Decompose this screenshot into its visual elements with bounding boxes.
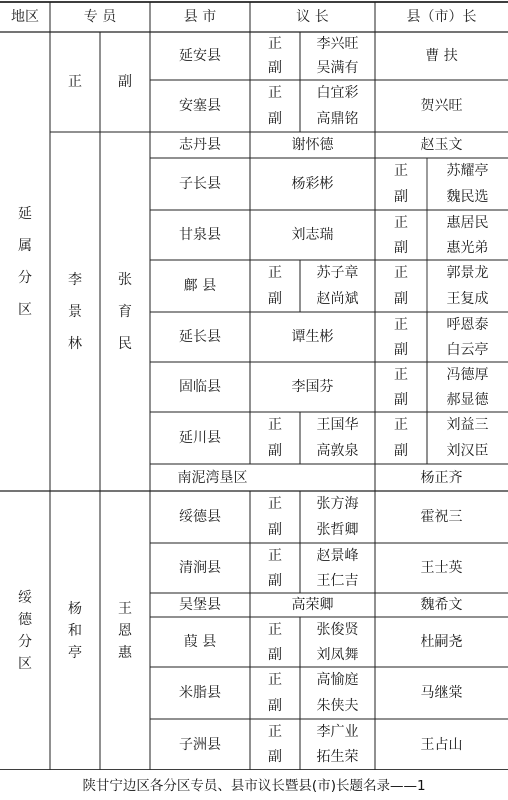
county-cell: 甘泉县 [179, 227, 221, 243]
speaker-zheng-rank: 正 [268, 547, 282, 564]
commissioner-suide-zheng: 杨 和 亭 [68, 600, 82, 661]
magistrate-zheng-rank: 正 [394, 163, 408, 179]
county-cell: 安塞县 [179, 98, 221, 114]
speaker-zheng-name: 张方海 [316, 496, 359, 512]
speaker-zheng-rank: 正 [268, 672, 282, 688]
speaker-cell: 谢怀德 [291, 137, 334, 153]
header-county: 县 市 [183, 9, 217, 25]
county-cell: 鄜 县 [183, 278, 217, 294]
magistrate-fu-rank: 副 [394, 341, 408, 358]
magistrate-cell: 魏希文 [420, 597, 463, 613]
magistrate-cell: 杜嗣尧 [420, 634, 463, 650]
speaker-fu-name: 朱侠夫 [316, 698, 359, 714]
speaker-fu-rank: 副 [268, 572, 282, 589]
county-cell: 子洲县 [179, 736, 221, 753]
speaker-zheng-rank: 正 [268, 265, 282, 281]
county-cell: 志丹县 [179, 137, 221, 153]
magistrate-fu-name: 刘汉臣 [446, 443, 489, 459]
magistrate-zheng-rank: 正 [394, 316, 408, 333]
magistrate-zheng-rank: 正 [394, 214, 408, 231]
speaker-zheng-name: 苏子章 [316, 265, 359, 281]
magistrate-zheng-rank: 正 [394, 366, 408, 383]
speaker-zheng-rank: 正 [268, 85, 282, 101]
table-caption: 陕甘宁边区各分区专员、县市议长暨县(市)长题名录——1 [82, 778, 426, 794]
speaker-fu-rank: 副 [268, 443, 282, 459]
header-magistrate: 县（市）长 [406, 9, 477, 25]
magistrate-cell: 贺兴旺 [420, 98, 463, 114]
commissioner-zheng-label: 正 [68, 74, 82, 90]
magistrate-cell: 赵玉文 [420, 137, 463, 153]
speaker-zheng-name: 张俊贤 [316, 621, 359, 638]
magistrate-cell: 王占山 [420, 736, 463, 753]
speaker-fu-rank: 副 [268, 111, 282, 127]
speaker-zheng-name: 李兴旺 [316, 36, 359, 52]
speaker-fu-rank: 副 [268, 60, 282, 76]
speaker-zheng-rank: 正 [268, 36, 282, 52]
speaker-fu-rank: 副 [268, 698, 282, 714]
magistrate-fu-rank: 副 [394, 189, 408, 205]
speaker-fu-name: 王仁吉 [316, 572, 359, 589]
magistrate-zheng-name: 苏耀亭 [446, 163, 489, 179]
speaker-cell: 李国芬 [291, 379, 334, 395]
magistrate-zheng-name: 冯德厚 [446, 366, 489, 383]
speaker-zheng-name: 李广业 [316, 723, 359, 740]
speaker-zheng-rank: 正 [268, 496, 282, 512]
magistrate-fu-name: 魏民选 [446, 189, 489, 205]
header-region: 地区 [11, 9, 39, 25]
speaker-fu-name: 张哲卿 [316, 522, 359, 538]
speaker-zheng-rank: 正 [268, 621, 282, 638]
commissioner-fu-label: 副 [118, 74, 132, 90]
speaker-zheng-name: 白宜彩 [316, 85, 359, 101]
magistrate-fu-rank: 副 [394, 443, 408, 459]
magistrate-fu-name: 白云亭 [446, 341, 489, 358]
commissioner-yanshu-fu: 张 育 民 [118, 271, 132, 352]
speaker-zheng-rank: 正 [268, 417, 282, 433]
speaker-zheng-rank: 正 [268, 723, 282, 740]
speaker-fu-name: 拓生荣 [316, 749, 359, 765]
county-cell: 吴堡县 [179, 597, 221, 613]
speaker-cell: 高荣卿 [291, 597, 334, 613]
magistrate-zheng-name: 刘益三 [446, 417, 489, 433]
region-suide: 绥 德 分 区 [18, 589, 32, 672]
speaker-cell: 杨彩彬 [291, 176, 334, 192]
speaker-cell: 谭生彬 [291, 329, 334, 345]
magistrate-fu-rank: 副 [394, 239, 408, 256]
commissioner-yanshu-zheng: 李 景 林 [68, 271, 82, 352]
magistrate-zheng-name: 呼恩泰 [446, 316, 489, 333]
speaker-fu-name: 高鼎铭 [316, 111, 359, 127]
county-cell: 米脂县 [179, 685, 221, 701]
magistrate-zheng-rank: 正 [394, 417, 408, 433]
magistrate-cell: 杨正齐 [420, 469, 463, 486]
county-cell: 清涧县 [179, 560, 221, 576]
speaker-cell: 刘志瑞 [291, 227, 334, 243]
speaker-fu-rank: 副 [268, 291, 282, 307]
speaker-fu-name: 高敦泉 [316, 443, 359, 459]
region-yanshu: 延 属 分 区 [18, 205, 32, 318]
speaker-zheng-name: 王国华 [316, 417, 359, 433]
magistrate-zheng-rank: 正 [394, 265, 408, 281]
magistrate-cell: 马继棠 [420, 685, 463, 701]
magistrate-zheng-name: 惠居民 [446, 214, 489, 231]
magistrate-fu-name: 王复成 [446, 291, 489, 307]
magistrate-zheng-name: 郭景龙 [446, 265, 489, 281]
magistrate-fu-rank: 副 [394, 391, 408, 408]
magistrate-cell: 王士英 [420, 560, 463, 576]
speaker-fu-rank: 副 [268, 522, 282, 538]
county-cell: 延川县 [179, 430, 221, 446]
speaker-zheng-name: 赵景峰 [316, 547, 359, 564]
county-cell: 子长县 [179, 176, 221, 192]
magistrate-cell: 霍祝三 [420, 509, 463, 525]
speaker-fu-rank: 副 [268, 749, 282, 765]
speaker-fu-name: 赵尚斌 [316, 291, 359, 307]
county-cell: 南泥湾垦区 [177, 469, 248, 486]
county-cell: 延安县 [179, 48, 221, 64]
speaker-fu-rank: 副 [268, 646, 282, 663]
magistrate-fu-rank: 副 [394, 291, 408, 307]
header-speaker: 议 长 [296, 9, 329, 25]
county-cell: 固临县 [179, 379, 221, 395]
magistrate-cell: 曹 扶 [425, 48, 458, 64]
speaker-fu-name: 吴满有 [316, 60, 359, 76]
header-commissioner: 专 员 [83, 9, 117, 25]
commissioner-suide-fu: 王 恩 惠 [118, 600, 132, 661]
county-cell: 绥德县 [179, 509, 221, 525]
magistrate-fu-name: 郝显德 [446, 391, 489, 408]
county-cell: 葭 县 [183, 634, 217, 650]
speaker-zheng-name: 高愉庭 [316, 672, 359, 688]
speaker-fu-name: 刘凤舞 [316, 646, 359, 663]
magistrate-fu-name: 惠光弟 [446, 239, 489, 256]
county-cell: 延长县 [179, 329, 221, 345]
